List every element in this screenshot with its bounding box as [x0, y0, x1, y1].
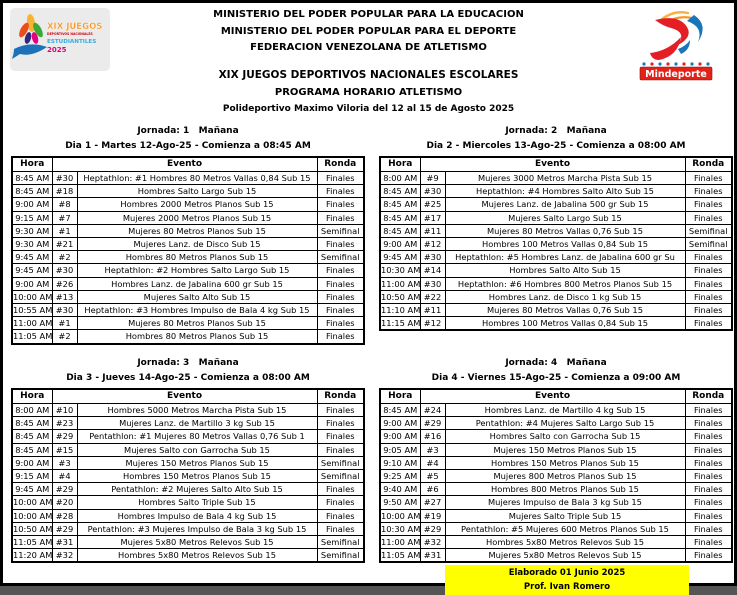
- hora-cell: 11:10 AM: [381, 305, 421, 316]
- ronda-column-header: Ronda: [685, 389, 732, 404]
- evento-cell: Hombres 150 Metros Planos Sub 15: [77, 470, 317, 483]
- evento-cell: Mujeres 150 Metros Planos Sub 15: [445, 443, 685, 456]
- ronda-cell: Finales: [685, 317, 732, 331]
- event-number-cell: #9: [420, 172, 445, 185]
- event-number-cell: #2: [52, 330, 77, 344]
- evento-cell: Mujeres 80 Metros Planos Sub 15: [77, 317, 317, 330]
- evento-cell: Hombres Salto con Garrocha Sub 15: [445, 430, 685, 443]
- event-number-cell: #29: [420, 522, 445, 535]
- ronda-cell: Finales: [317, 172, 364, 185]
- table-row: [380, 224, 732, 237]
- table-row: [12, 522, 364, 535]
- evento-cell: Pentathlon: #1 Mujeres 80 Metros Vallas 0,76 Sub 1: [77, 430, 317, 443]
- table-row: [12, 185, 364, 198]
- table-row: [12, 317, 364, 330]
- evento-cell: Mujeres 80 Metros Planos Sub 15: [77, 224, 317, 237]
- jornada-day-line: Dia 4 - Viernes 15-Ago-25 - Comienza a 09:00 AM: [431, 373, 681, 383]
- table-row: [380, 496, 732, 509]
- ronda-cell: Finales: [685, 496, 732, 509]
- evento-cell: Hombres 800 Metros Planos Sub 15: [445, 483, 685, 496]
- event-number-cell: #20: [52, 496, 77, 509]
- ronda-cell: Finales: [685, 304, 732, 317]
- table-row: [380, 172, 732, 185]
- elaborated-date: Elaborado 01 Junio 2025: [508, 568, 626, 579]
- jornada-title: Jornada: 3 Mañana: [137, 358, 239, 368]
- evento-cell: Heptathlon: #5 Hombres Lanz. de Jabalina 600 gr Su: [445, 251, 685, 264]
- table-row: [380, 509, 732, 522]
- hora-cell: 8:45 AM: [12, 172, 52, 185]
- jornada-4-section: [379, 355, 733, 595]
- event-number-cell: #18: [52, 185, 77, 198]
- ronda-cell: Finales: [317, 509, 364, 522]
- table-row: [12, 456, 364, 469]
- evento-cell: Heptathlon: #4 Hombres Salto Alto Sub 15: [445, 185, 685, 198]
- table-row: [12, 549, 364, 563]
- ronda-cell: Semifinal: [317, 536, 364, 549]
- event-number-cell: #19: [420, 509, 445, 522]
- mindeporte-figure-icon: [650, 12, 703, 60]
- hora-cell: 11:00 AM: [381, 537, 421, 548]
- table-row: [12, 443, 364, 456]
- ronda-cell: Semifinal: [317, 456, 364, 469]
- hora-column-header: Hora: [12, 389, 52, 404]
- evento-cell: Mujeres Salto Largo Sub 15: [445, 211, 685, 224]
- hora-cell: 8:45 AM: [380, 224, 420, 237]
- ronda-cell: Semifinal: [685, 238, 732, 251]
- hora-cell: 8:45 AM: [12, 185, 52, 198]
- table-row: [380, 211, 732, 224]
- ronda-cell: Finales: [317, 317, 364, 330]
- table-row: [380, 536, 732, 549]
- hora-cell: 9:25 AM: [380, 470, 420, 483]
- table-row: [12, 224, 364, 237]
- hora-cell: 9:50 AM: [380, 496, 420, 509]
- hora-cell: 10:55 AM: [13, 305, 53, 316]
- event-number-cell: #5: [420, 470, 445, 483]
- event-number-cell: #14: [420, 264, 445, 277]
- evento-column-header: Evento: [52, 389, 317, 404]
- ronda-cell: Semifinal: [317, 470, 364, 483]
- evento-column-header: Evento: [420, 157, 685, 172]
- evento-cell: Hombres Lanz. de Jabalina 600 gr Sub 15: [77, 277, 317, 290]
- ronda-cell: Finales: [317, 304, 364, 317]
- table-row: [380, 277, 732, 290]
- evento-cell: Hombres 5x80 Metros Relevos Sub 15: [77, 549, 317, 563]
- ronda-column-header: Ronda: [317, 157, 364, 172]
- event-number-cell: #3: [52, 456, 77, 469]
- evento-column-header: Evento: [52, 157, 317, 172]
- evento-cell: Pentathlon: #3 Mujeres Impulso de Bala 3 kg Sub 15: [77, 522, 317, 535]
- jornada-1-table: [11, 156, 365, 345]
- ronda-cell: Finales: [317, 264, 364, 277]
- evento-cell: Mujeres Salto Triple Sub 15: [445, 509, 685, 522]
- event-number-cell: #24: [420, 404, 445, 417]
- table-row: [380, 549, 732, 563]
- table-row: [12, 198, 364, 211]
- hora-cell: 9:45 AM: [12, 251, 52, 264]
- jornada-3-section: [11, 355, 365, 563]
- ronda-cell: Finales: [317, 277, 364, 290]
- event-number-cell: #29: [52, 430, 77, 443]
- evento-cell: Heptathlon: #1 Hombres 80 Metros Vallas 0,84 Sub 15: [77, 172, 317, 185]
- ronda-cell: Finales: [685, 536, 732, 549]
- evento-cell: Hombres Lanz. de Disco 1 kg Sub 15: [445, 290, 685, 303]
- ronda-cell: Finales: [685, 417, 732, 430]
- jornada-2-table: [379, 156, 733, 331]
- ronda-cell: Finales: [317, 290, 364, 303]
- hora-cell: 8:00 AM: [12, 404, 52, 417]
- table-row: [12, 496, 364, 509]
- evento-cell: Hombres 5000 Metros Marcha Pista Sub 15: [77, 404, 317, 417]
- table-row: [12, 404, 364, 417]
- hora-cell: 10:50 AM: [381, 291, 421, 302]
- evento-cell: Mujeres Salto Alto Sub 15: [77, 290, 317, 303]
- evento-cell: Hombres Salto Largo Sub 15: [77, 185, 317, 198]
- hora-cell: 9:45 AM: [380, 251, 420, 264]
- table-row: [380, 443, 732, 456]
- ronda-cell: Finales: [685, 470, 732, 483]
- event-number-cell: #30: [52, 304, 77, 317]
- evento-cell: Heptathlon: #6 Hombres 800 Metros Planos Sub 15: [445, 277, 685, 290]
- ronda-cell: Finales: [317, 483, 364, 496]
- ronda-cell: Finales: [685, 483, 732, 496]
- program-title: PROGRAMA HORARIO ATLETISMO: [274, 87, 463, 98]
- hora-cell: 10:00 AM: [381, 510, 421, 521]
- event-number-cell: #21: [52, 238, 77, 251]
- ronda-cell: Finales: [317, 417, 364, 430]
- hora-cell: 10:00 AM: [13, 291, 53, 302]
- event-number-cell: #4: [420, 456, 445, 469]
- logo-estudiantiles-text: ESTUDIANTILES: [47, 39, 97, 45]
- event-number-cell: #29: [52, 483, 77, 496]
- evento-cell: Hombres Salto Triple Sub 15: [77, 496, 317, 509]
- evento-cell: Hombres 80 Metros Planos Sub 15: [77, 251, 317, 264]
- event-number-cell: #22: [420, 290, 445, 303]
- table-row: [12, 330, 364, 344]
- evento-cell: Pentathlon: #5 Mujeres 600 Metros Planos Sub 15: [445, 522, 685, 535]
- evento-cell: Mujeres 5x80 Metros Relevos Sub 15: [445, 549, 685, 563]
- ronda-cell: Finales: [685, 549, 732, 563]
- event-number-cell: #17: [420, 211, 445, 224]
- ronda-cell: Semifinal: [317, 224, 364, 237]
- jornada-2-section: [379, 123, 733, 331]
- ronda-cell: Semifinal: [317, 549, 364, 563]
- event-number-cell: #12: [420, 238, 445, 251]
- table-row: [380, 470, 732, 483]
- hora-cell: 9:00 AM: [380, 430, 420, 443]
- mindeporte-badge-label: Mindeporte: [645, 69, 707, 80]
- hora-cell: 8:45 AM: [12, 417, 52, 430]
- event-number-cell: #11: [420, 224, 445, 237]
- mindeporte-dots-icon: [642, 62, 709, 65]
- table-row: [12, 304, 364, 317]
- hora-column-header: Hora: [380, 389, 420, 404]
- ronda-cell: Finales: [317, 404, 364, 417]
- hora-cell: 8:45 AM: [380, 198, 420, 211]
- evento-cell: Heptathlon: #3 Hombres Impulso de Bala 4 kg Sub 15: [77, 304, 317, 317]
- table-row: [12, 470, 364, 483]
- hora-cell: 10:50 AM: [13, 523, 53, 534]
- jornada-title: Jornada: 4 Mañana: [505, 358, 607, 368]
- evento-cell: Mujeres 5x80 Metros Relevos Sub 15: [77, 536, 317, 549]
- event-number-cell: #11: [420, 304, 445, 317]
- hora-cell: 9:00 AM: [12, 277, 52, 290]
- ronda-cell: Semifinal: [685, 224, 732, 237]
- event-number-cell: #29: [420, 417, 445, 430]
- evento-cell: Heptathlon: #2 Hombres Salto Largo Sub 15: [77, 264, 317, 277]
- evento-cell: Hombres 80 Metros Planos Sub 15: [77, 330, 317, 344]
- event-number-cell: #1: [52, 224, 77, 237]
- hora-cell: 10:00 AM: [13, 510, 53, 521]
- event-number-cell: #6: [420, 483, 445, 496]
- evento-cell: Pentathlon: #4 Mujeres Salto Largo Sub 15: [445, 417, 685, 430]
- table-row: [380, 198, 732, 211]
- ronda-cell: Finales: [317, 198, 364, 211]
- event-number-cell: #31: [52, 536, 77, 549]
- logo-year-text: 2025: [47, 46, 67, 54]
- table-row: [12, 509, 364, 522]
- event-number-cell: #30: [52, 264, 77, 277]
- table-row: [380, 522, 732, 535]
- evento-cell: Mujeres Lanz. de Jabalina 500 gr Sub 15: [445, 198, 685, 211]
- ronda-cell: Finales: [685, 430, 732, 443]
- ronda-cell: Finales: [317, 430, 364, 443]
- elaborated-note: [445, 565, 689, 595]
- evento-cell: Mujeres 3000 Metros Marcha Pista Sub 15: [445, 172, 685, 185]
- evento-cell: Hombres 100 Metros Vallas 0,84 Sub 15: [445, 317, 685, 331]
- hora-cell: 11:05 AM: [380, 549, 420, 563]
- hora-cell: 9:00 AM: [380, 417, 420, 430]
- table-header-row: [380, 389, 732, 404]
- hora-cell: 10:00 AM: [13, 497, 53, 508]
- ministry-line: FEDERACION VENEZOLANA DE ATLETISMO: [250, 42, 487, 53]
- event-number-cell: #1: [52, 317, 77, 330]
- ronda-cell: Finales: [317, 330, 364, 344]
- event-number-cell: #32: [52, 549, 77, 563]
- event-title: XIX JUEGOS DEPORTIVOS NACIONALES ESCOLARES: [218, 69, 519, 81]
- table-row: [12, 483, 364, 496]
- event-number-cell: #15: [52, 443, 77, 456]
- hora-cell: 9:05 AM: [380, 443, 420, 456]
- hora-cell: 9:30 AM: [12, 224, 52, 237]
- hora-cell: 9:10 AM: [380, 456, 420, 469]
- hora-cell: 8:45 AM: [380, 211, 420, 224]
- ministry-line: MINISTERIO DEL PODER POPULAR PARA LA EDUCACION: [213, 9, 524, 20]
- ministry-header: [118, 7, 619, 57]
- ronda-cell: Finales: [685, 185, 732, 198]
- ronda-cell: Finales: [317, 496, 364, 509]
- hora-cell: 11:00 AM: [381, 278, 421, 289]
- ronda-cell: Finales: [685, 509, 732, 522]
- event-number-cell: #30: [52, 172, 77, 185]
- event-number-cell: #23: [52, 417, 77, 430]
- table-row: [12, 172, 364, 185]
- event-number-cell: #2: [52, 251, 77, 264]
- evento-cell: Mujeres Salto con Garrocha Sub 15: [77, 443, 317, 456]
- hora-cell: 8:45 AM: [380, 404, 420, 417]
- evento-cell: Mujeres Lanz. de Disco Sub 15: [77, 238, 317, 251]
- ronda-cell: Finales: [685, 198, 732, 211]
- ronda-column-header: Ronda: [317, 389, 364, 404]
- ronda-cell: Finales: [685, 522, 732, 535]
- table-row: [12, 264, 364, 277]
- hora-cell: 10:30 AM: [381, 265, 421, 276]
- evento-cell: Hombres 5x80 Metros Relevos Sub 15: [445, 536, 685, 549]
- table-row: [12, 430, 364, 443]
- hora-cell: 11:15 AM: [380, 317, 420, 331]
- hora-cell: 8:45 AM: [12, 430, 52, 443]
- ronda-cell: Finales: [685, 172, 732, 185]
- table-row: [380, 264, 732, 277]
- ronda-cell: Finales: [317, 443, 364, 456]
- event-number-cell: #32: [420, 536, 445, 549]
- event-number-cell: #7: [52, 211, 77, 224]
- table-row: [380, 317, 732, 331]
- event-number-cell: #27: [420, 496, 445, 509]
- hora-column-header: Hora: [380, 157, 420, 172]
- hora-cell: 9:00 AM: [12, 198, 52, 211]
- event-number-cell: #29: [52, 522, 77, 535]
- evento-cell: Hombres 2000 Metros Planos Sub 15: [77, 198, 317, 211]
- jornada-3-table: [11, 388, 365, 563]
- ronda-cell: Finales: [685, 404, 732, 417]
- evento-cell: Mujeres Lanz. de Martillo 3 kg Sub 15: [77, 417, 317, 430]
- table-row: [12, 290, 364, 303]
- table-row: [380, 238, 732, 251]
- hora-cell: 10:30 AM: [381, 523, 421, 534]
- ronda-cell: Finales: [685, 277, 732, 290]
- ronda-cell: Finales: [685, 251, 732, 264]
- table-row: [12, 238, 364, 251]
- ronda-cell: Finales: [317, 185, 364, 198]
- jornada-1-section: [11, 123, 365, 345]
- logo-subtitle-text: DEPORTIVOS NACIONALES: [47, 32, 93, 36]
- event-number-cell: #16: [420, 430, 445, 443]
- hora-cell: 11:05 AM: [12, 330, 52, 344]
- jornada-4-table: [379, 388, 733, 563]
- evento-cell: Hombres 150 Metros Planos Sub 15: [445, 456, 685, 469]
- hora-cell: 9:45 AM: [12, 483, 52, 496]
- ronda-cell: Finales: [317, 522, 364, 535]
- table-row: [12, 277, 364, 290]
- evento-cell: Mujeres 150 Metros Planos Sub 15: [77, 456, 317, 469]
- hora-cell: 11:20 AM: [12, 549, 52, 563]
- hora-cell: 11:05 AM: [13, 537, 53, 548]
- hora-cell: 9:40 AM: [380, 483, 420, 496]
- evento-cell: Mujeres 800 Metros Planos Sub 15: [445, 470, 685, 483]
- ronda-column-header: Ronda: [685, 157, 732, 172]
- table-row: [380, 185, 732, 198]
- evento-cell: Hombres Impulso de Bala 4 kg Sub 15: [77, 509, 317, 522]
- evento-cell: Hombres Lanz. de Martillo 4 kg Sub 15: [445, 404, 685, 417]
- ronda-cell: Finales: [685, 211, 732, 224]
- ronda-cell: Finales: [317, 211, 364, 224]
- ronda-cell: Semifinal: [317, 251, 364, 264]
- table-row: [12, 211, 364, 224]
- evento-cell: Mujeres Impulso de Bala 3 kg Sub 15: [445, 496, 685, 509]
- table-row: [380, 417, 732, 430]
- hora-cell: 9:00 AM: [12, 456, 52, 469]
- table-header-row: [380, 157, 732, 172]
- ronda-cell: Finales: [685, 290, 732, 303]
- evento-cell: Mujeres 80 Metros Vallas 0,76 Sub 15: [445, 304, 685, 317]
- table-row: [380, 483, 732, 496]
- ronda-cell: Finales: [685, 264, 732, 277]
- hora-cell: 8:00 AM: [380, 172, 420, 185]
- event-number-cell: #3: [420, 443, 445, 456]
- hora-cell: 8:45 AM: [380, 185, 420, 198]
- event-number-cell: #4: [52, 470, 77, 483]
- evento-column-header: Evento: [420, 389, 685, 404]
- event-number-cell: #10: [52, 404, 77, 417]
- event-number-cell: #30: [420, 277, 445, 290]
- event-number-cell: #8: [52, 198, 77, 211]
- jornada-title: Jornada: 1 Mañana: [137, 126, 239, 136]
- table-row: [380, 456, 732, 469]
- hora-cell: 9:00 AM: [380, 238, 420, 251]
- evento-cell: Hombres 100 Metros Vallas 0,84 Sub 15: [445, 238, 685, 251]
- event-number-cell: #28: [52, 509, 77, 522]
- hora-cell: 9:15 AM: [12, 470, 52, 483]
- logo-title-text: XIX JUEGOS: [47, 22, 103, 32]
- event-number-cell: #12: [420, 317, 445, 331]
- table-row: [12, 536, 364, 549]
- table-row: [12, 251, 364, 264]
- event-number-cell: #25: [420, 198, 445, 211]
- event-number-cell: #30: [420, 251, 445, 264]
- event-number-cell: #30: [420, 185, 445, 198]
- table-row: [380, 430, 732, 443]
- hora-cell: 9:30 AM: [12, 238, 52, 251]
- xix-juegos-estudiantiles-logo-icon: [10, 8, 110, 71]
- hora-cell: 11:00 AM: [13, 318, 53, 329]
- venue-dates: Polideportivo Maximo Viloria del 12 al 15 de Agosto 2025: [222, 104, 515, 114]
- table-row: [380, 290, 732, 303]
- table-header-row: [12, 157, 364, 172]
- ronda-cell: Finales: [685, 456, 732, 469]
- hora-cell: 9:15 AM: [12, 211, 52, 224]
- evento-cell: Hombres Salto Alto Sub 15: [445, 264, 685, 277]
- ronda-cell: Finales: [317, 238, 364, 251]
- table-row: [380, 304, 732, 317]
- elaborated-author: Prof. Ivan Romero: [523, 582, 611, 593]
- table-row: [380, 404, 732, 417]
- document-title-block: [3, 67, 734, 117]
- event-number-cell: #13: [52, 290, 77, 303]
- table-row: [12, 417, 364, 430]
- evento-cell: Pentathlon: #2 Mujeres Salto Alto Sub 15: [77, 483, 317, 496]
- hora-cell: 8:45 AM: [12, 443, 52, 456]
- hora-cell: 9:45 AM: [12, 264, 52, 277]
- hora-column-header: Hora: [12, 157, 52, 172]
- event-number-cell: #31: [420, 549, 445, 563]
- ministry-line: MINISTERIO DEL PODER POPULAR PARA EL DEPORTE: [220, 25, 517, 37]
- table-header-row: [12, 389, 364, 404]
- event-number-cell: #26: [52, 277, 77, 290]
- jornada-day-line: Dia 3 - Jueves 14-Ago-25 - Comienza a 08:00 AM: [66, 373, 310, 383]
- jornada-title: Jornada: 2 Mañana: [505, 126, 607, 136]
- jornada-day-line: Dia 2 - Miercoles 13-Ago-25 - Comienza a 08:00 AM: [426, 141, 686, 151]
- jornada-day-line: Dia 1 - Martes 12-Ago-25 - Comienza a 08:45 AM: [65, 141, 311, 151]
- table-row: [380, 251, 732, 264]
- ronda-cell: Finales: [685, 443, 732, 456]
- evento-cell: Mujeres 80 Metros Vallas 0,76 Sub 15: [445, 224, 685, 237]
- evento-cell: Mujeres 2000 Metros Planos Sub 15: [77, 211, 317, 224]
